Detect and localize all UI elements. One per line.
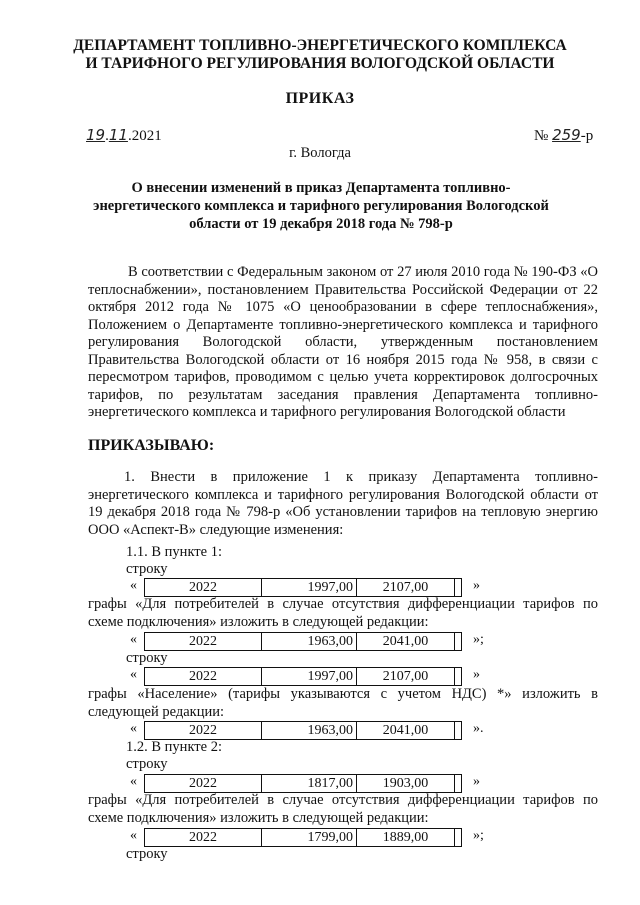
year-cell: 2022 bbox=[145, 722, 262, 739]
preamble-paragraph: В соответствии с Федеральным законом от 27 июля 2010 года № 190-ФЗ «О теплоснабжении», постановлением Правительства Российской Федерации от 22 октября 2012 года № 1075 «О ценообразовании в сфере теплоснабжения», Положением о Департаменте топливно-энергетического комплекса и тарифного регулирования Вологодской области, утвержденным постановлением Правительства Вологодской области от 16 ноября 2015 года № 958, в связи с пересмотром тарифов, проводимом с целью учета корректировок долгосрочных тарифов, по результатам заседания правления Департамента топливно-энергетического комплекса и тарифного регулирования Вологодской области bbox=[88, 264, 598, 420]
graph-text-2: графы «Население» (тарифы указываются с учетом НДС) *» изложить в следующей редакции: bbox=[88, 686, 598, 720]
tariff-table-row bbox=[144, 828, 462, 847]
order-subject: О внесении изменений в приказ Департамента топливно-энергетического комплекса и тарифного регулирования Вологодской области от 19 декабря 2018 года № 798-р bbox=[93, 180, 549, 232]
empty-cell bbox=[455, 668, 461, 685]
open-quote: « bbox=[130, 774, 137, 789]
date-year: .2021 bbox=[127, 128, 162, 144]
subitem-1-2: 1.2. В пункте 2: bbox=[126, 739, 222, 755]
close-quote: »; bbox=[473, 632, 484, 647]
empty-cell bbox=[455, 579, 461, 596]
tariff-table-row bbox=[144, 667, 462, 686]
open-quote: « bbox=[130, 828, 137, 843]
close-quote: » bbox=[473, 578, 480, 593]
department-title-line-1: ДЕПАРТАМЕНТ ТОПЛИВНО-ЭНЕРГЕТИЧЕСКОГО КОМПЛЕКСА bbox=[73, 37, 567, 54]
word-line: строку bbox=[126, 561, 168, 577]
value-cell-2: 2041,00 bbox=[357, 722, 455, 739]
close-quote: »; bbox=[473, 828, 484, 843]
decree-word: ПРИКАЗЫВАЮ: bbox=[88, 437, 215, 454]
subitem-1-1: 1.1. В пункте 1: bbox=[126, 544, 222, 560]
year-cell: 2022 bbox=[145, 668, 262, 685]
word-line: строку bbox=[126, 650, 168, 666]
empty-cell bbox=[455, 829, 461, 846]
open-quote: « bbox=[130, 578, 137, 593]
value-cell-2: 1889,00 bbox=[357, 829, 455, 846]
word-line: строку bbox=[126, 846, 168, 862]
tariff-table-row bbox=[144, 632, 462, 651]
tariff-table-row bbox=[144, 721, 462, 740]
number-suffix: -р bbox=[580, 128, 594, 144]
order-date bbox=[86, 126, 162, 145]
date-month-handwritten: 11 bbox=[108, 126, 128, 144]
graph-text-3: графы «Для потребителей в случае отсутствия дифференциации тарифов по схеме подключения» изложить в следующей редакции: bbox=[88, 792, 598, 826]
value-cell-2: 2107,00 bbox=[357, 668, 455, 685]
year-cell: 2022 bbox=[145, 633, 262, 650]
tariff-table-row bbox=[144, 578, 462, 597]
department-title-line-2: И ТАРИФНОГО РЕГУЛИРОВАНИЯ ВОЛОГОДСКОЙ ОБЛАСТИ bbox=[85, 55, 555, 72]
value-cell-2: 2041,00 bbox=[357, 633, 455, 650]
value-cell-2: 1903,00 bbox=[357, 775, 455, 792]
tariff-table-row bbox=[144, 774, 462, 793]
city: г. Вологда bbox=[289, 145, 351, 161]
value-cell-1: 1963,00 bbox=[262, 722, 357, 739]
item-1-paragraph: 1. Внести в приложение 1 к приказу Департамента топливно-энергетического комплекса и тарифного регулирования Вологодской области от 19 декабря 2018 года № 798-р «Об установлении тарифов на тепловую энергию ООО «Аспект-В» следующие изменения: bbox=[88, 469, 598, 538]
open-quote: « bbox=[130, 632, 137, 647]
value-cell-1: 1963,00 bbox=[262, 633, 357, 650]
date-day-handwritten: 19 bbox=[86, 126, 106, 144]
year-cell: 2022 bbox=[145, 775, 262, 792]
number-prefix: № bbox=[534, 128, 549, 144]
year-cell: 2022 bbox=[145, 829, 262, 846]
order-number bbox=[534, 126, 593, 145]
open-quote: « bbox=[130, 667, 137, 682]
value-cell-1: 1997,00 bbox=[262, 579, 357, 596]
close-quote: » bbox=[473, 667, 480, 682]
document-type: ПРИКАЗ bbox=[285, 90, 355, 107]
value-cell-1: 1997,00 bbox=[262, 668, 357, 685]
graph-text-1: графы «Для потребителей в случае отсутствия дифференциации тарифов по схеме подключения» изложить в следующей редакции: bbox=[88, 596, 598, 630]
empty-cell bbox=[455, 775, 461, 792]
word-line: строку bbox=[126, 756, 168, 772]
open-quote: « bbox=[130, 721, 137, 736]
date-dot: . bbox=[105, 128, 109, 144]
year-cell: 2022 bbox=[145, 579, 262, 596]
close-quote: ». bbox=[473, 721, 484, 736]
number-handwritten: 259 bbox=[552, 126, 581, 144]
value-cell-1: 1799,00 bbox=[262, 829, 357, 846]
close-quote: » bbox=[473, 774, 480, 789]
empty-cell bbox=[455, 722, 461, 739]
value-cell-1: 1817,00 bbox=[262, 775, 357, 792]
empty-cell bbox=[455, 633, 461, 650]
value-cell-2: 2107,00 bbox=[357, 579, 455, 596]
